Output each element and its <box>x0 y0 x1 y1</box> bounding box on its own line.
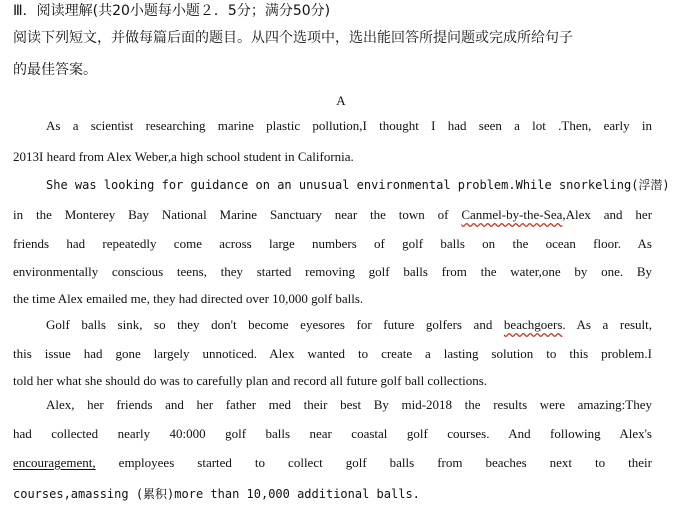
p4-line-3 <box>13 454 652 472</box>
p2-line-1: She was looking for guidance on an unusual environmental problem.While snorkeling(浮潜) <box>46 178 670 192</box>
p3-line-1-pre: Golf balls sink, so they don't become eyesores for future golfers and <box>46 317 493 332</box>
p2-line-3: friends had repeatedly come across large numbers of golf balls on the ocean floor. As <box>13 236 652 251</box>
p1-line-1: As a scientist researching marine plastic pollution,I thought I had seen a lot .Then, early in <box>46 118 652 133</box>
instructions-line-2: 的最佳答案。 <box>13 62 97 78</box>
encouragement-word: encouragement, <box>13 455 96 470</box>
p2-line-2-pre: in the Monterey Bay National Marine Sanctuary near the town of <box>13 207 449 222</box>
beachgoers-word: beachgoers <box>503 317 563 332</box>
passage-label: A <box>336 93 346 108</box>
p4-line-3-post: employees started to collect golf balls from beaches next to their <box>118 455 652 470</box>
p2-line-5: the time Alex emailed me, they had directed over 10,000 golf balls. <box>13 291 364 306</box>
p3-line-2: this issue had gone largely unnoticed. Alex wanted to create a lasting solution to this problem.I <box>13 346 652 361</box>
p4-line-1: Alex, her friends and her father med their best By mid-2018 the results were amazing:They <box>46 397 652 412</box>
p4-line-4: courses,amassing (累积)more than 10,000 additional balls. <box>13 487 420 501</box>
p3-line-3: told her what she should do was to carefully plan and record all future golf ball collections. <box>13 373 487 388</box>
instructions-line-1: 阅读下列短文，并做每篇后面的题目。从四个选项中，选出能回答所提问题或完成所给句子 <box>13 30 573 46</box>
p3-line-1 <box>46 316 652 334</box>
p2-line-2 <box>13 206 652 224</box>
p2-line-4: environmentally conscious teens, they started removing golf balls from the water,one by one. By <box>13 264 652 279</box>
p4-line-2: had collected nearly 40:000 golf balls near coastal golf courses. And following Alex's <box>13 426 652 441</box>
place-name-link: Canmel-by-the-Sea <box>461 207 563 222</box>
p1-line-2: 2013I heard from Alex Weber,a high school student in California. <box>13 149 354 164</box>
section-header: Ⅲ．阅读理解(共20小题每小题２．5分；满分50分) <box>13 3 331 19</box>
p2-line-2-post: ,Alex and her <box>562 207 653 222</box>
p3-line-1-post: . As a result, <box>562 317 653 332</box>
